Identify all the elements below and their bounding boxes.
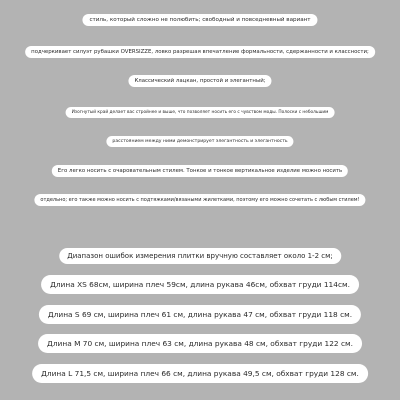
- size-row-xs: Длина XS 68см, ширина плеч 59см, длина рукава 46см, обхват груди 114см.: [41, 275, 359, 294]
- measurement-note: Диапазон ошибок измерения плитки вручную составляет около 1-2 см;: [59, 248, 341, 264]
- size-row-m: Длина M 70 см, ширина плеч 63 см, длина рукава 48 см, обхват груди 122 см.: [38, 334, 362, 353]
- description-line-1: стиль, который сложно не полюбить; свободный и повседневный вариант: [82, 14, 317, 26]
- size-row-s: Длина S 69 см, ширина плеч 61 см, длина рукава 47 см, обхват груди 118 см.: [39, 305, 361, 324]
- description-line-4: Изогнутый край делает вас стройнее и выше, что позволяет носить его с чувством моды. Полоски с небольшим: [66, 107, 335, 118]
- description-line-3: Классический лацкан, простой и элегантный;: [128, 75, 271, 87]
- description-line-5: расстоянием между ними демонстрирует элегантность и элегантность: [106, 136, 293, 147]
- size-row-l: Длина L 71,5 см, ширина плеч 66 см, длина рукава 49,5 см, обхват груди 128 см.: [32, 364, 368, 383]
- description-line-7: отдельно; его также можно носить с подтяжками/вязаными жилетками, поэтому его можно сочетать с любым стилем!: [34, 194, 365, 206]
- description-line-2: подчеркивает силуэт рубашки OVERSIZZE, ловко разрешая впечатление формальности, сдержанности и классности;: [25, 46, 375, 58]
- description-line-6: Его легко носить с очаровательным стилем. Тонкое и тонкое вертикальное изделие можно носить: [52, 165, 348, 177]
